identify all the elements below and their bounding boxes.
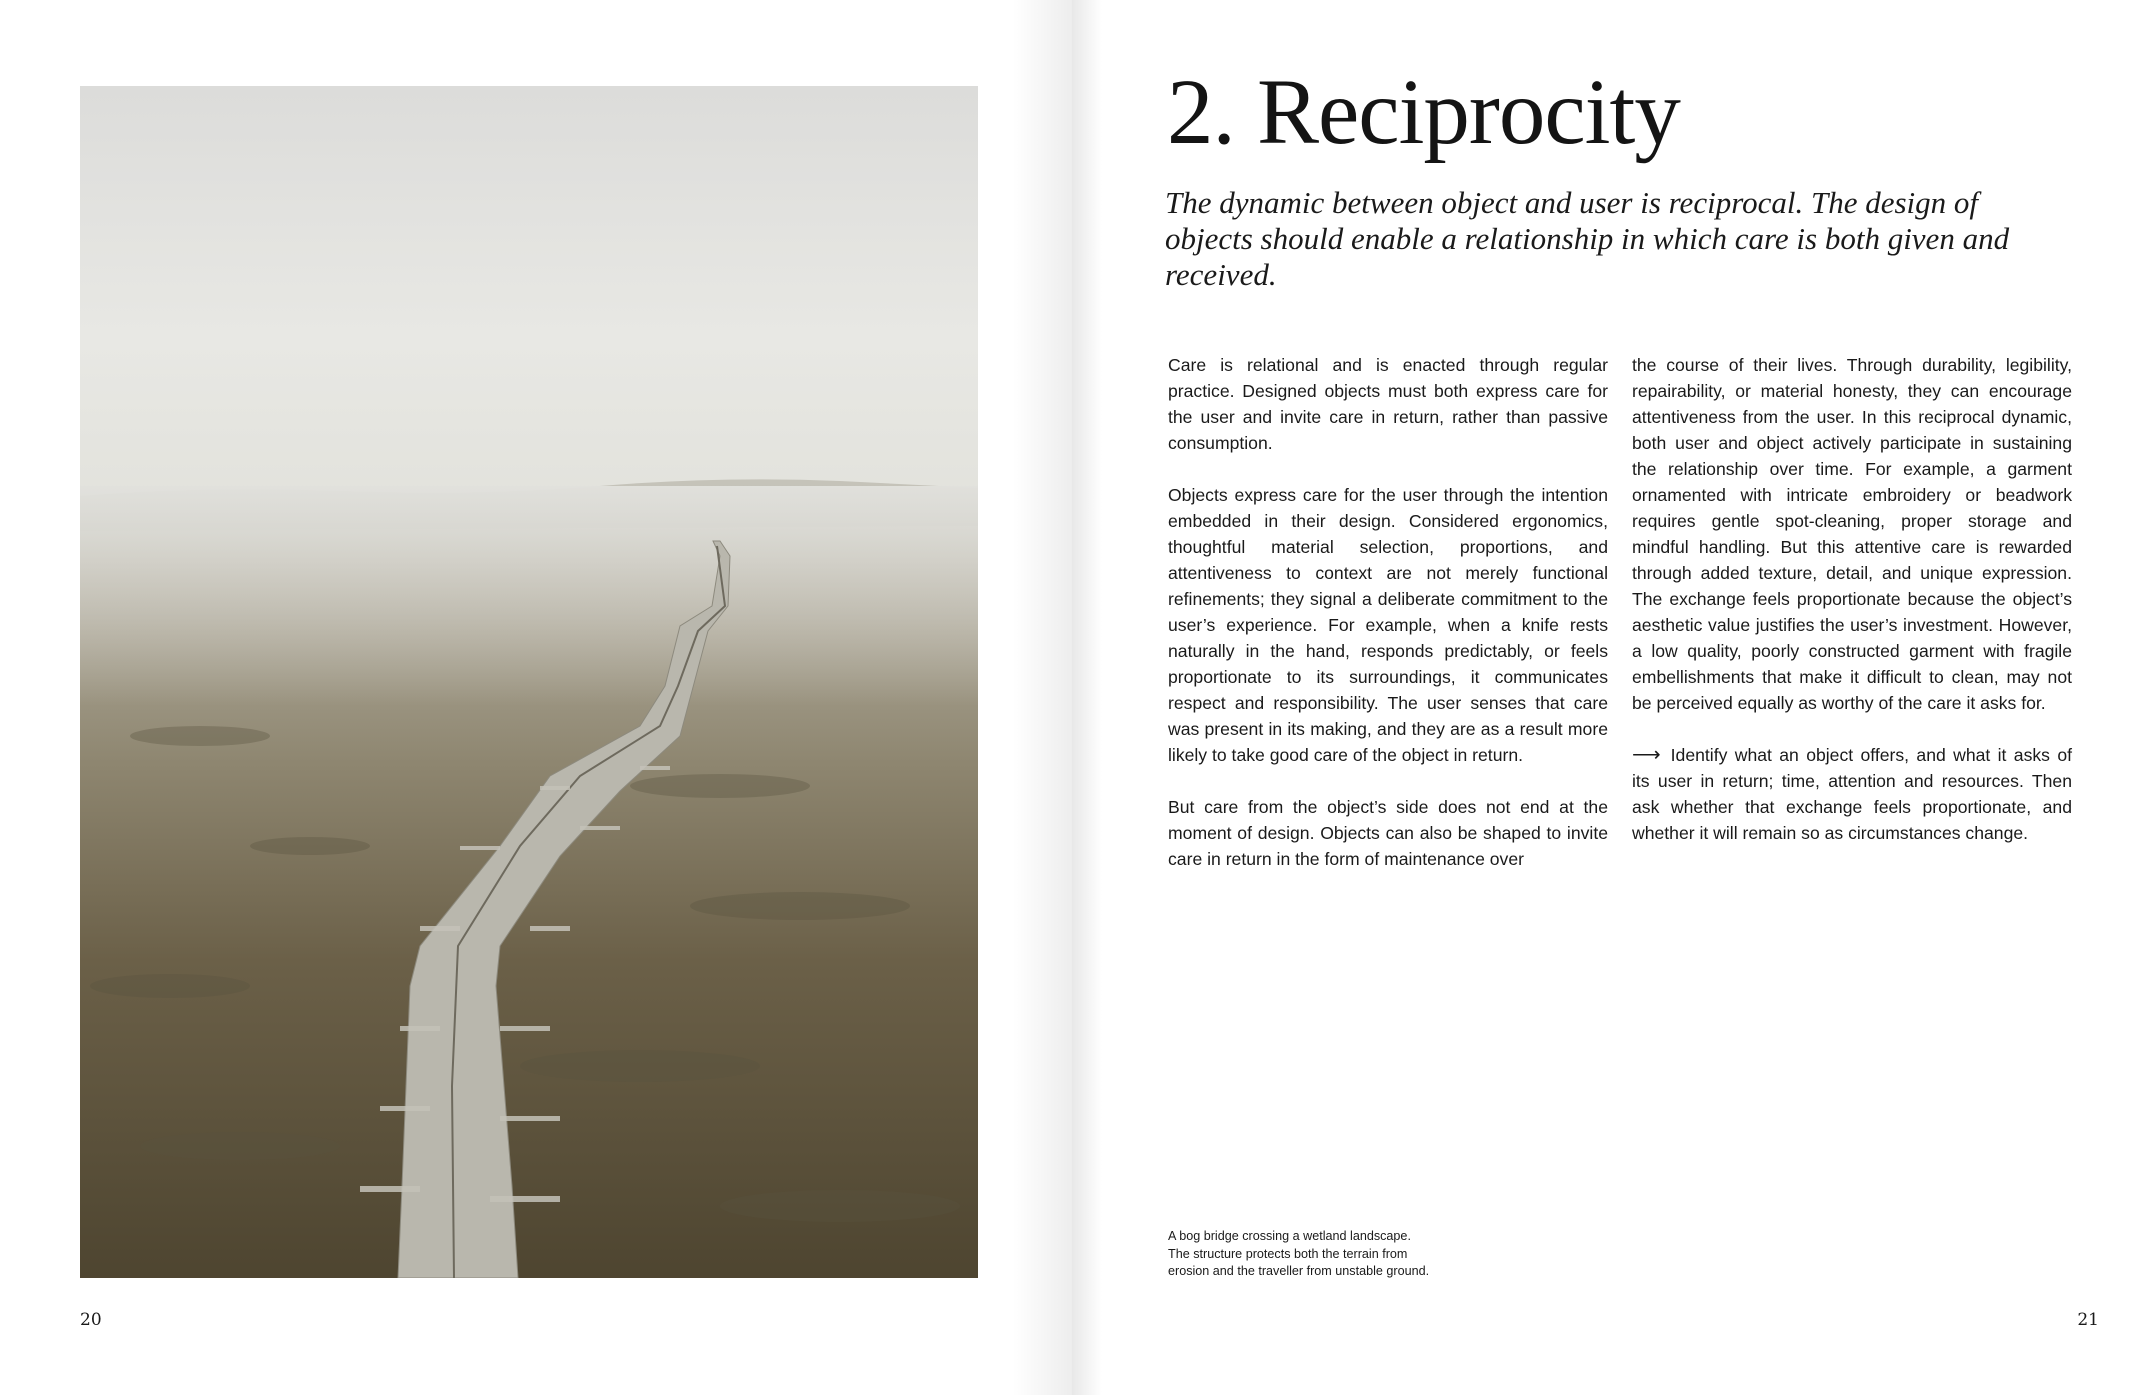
chapter-title: 2. Reciprocity xyxy=(1167,61,1680,164)
takeaway-text: Identify what an object offers, and what it asks of its user in return; time, attention and resources. Then ask whether that exchange feels proportionate, and whether it will remain so as circumstances change. xyxy=(1632,745,2072,843)
body-paragraph: the course of their lives. Through durability, legibility, repairability, or material honesty, they can encourage attentiveness from the user. In this reciprocal dynamic, both user and object actively participate in sustaining the relationship over time. For example, a garment ornamented with intricate embroidery or beadwork requires gentle spot-cleaning, proper storage and mindful handling. But this attentive care is rewarded through added texture, detail, and unique expression. The exchange feels proportionate because the object’s aesthetic value justifies the user’s investment. However, a low quality, poorly constructed garment with fragile embellishments that make it difficult to clean, may not be perceived equally as worthy of the care it asks for. xyxy=(1632,355,2072,713)
page-number-right: 21 xyxy=(2077,1310,2099,1330)
lead-paragraph: The dynamic between object and user is reciprocal. The design of objects should enable a relationship in which care is both given and received. xyxy=(1165,185,2010,292)
arrow-right-icon: ⟶ xyxy=(1632,744,1661,766)
photo-caption xyxy=(1168,1228,1498,1281)
right-page xyxy=(1072,0,2143,1395)
boardwalk-photo xyxy=(80,86,978,1278)
body-paragraph: Objects express care for the user through the intention embedded in their design. Considered ergonomics, thoughtful material selection, proportions, and attentiveness to context are not merely functional refinements; they signal a deliberate commitment to the user’s experience. For example, when a knife rests naturally in the hand, responds predictably, or feels proportionate to its surroundings, it communicates respect and responsibility. The user senses that care was present in its making, and they are as a result more likely to take good care of the object in return. xyxy=(1168,485,1608,765)
body-paragraph: Care is relational and is enacted through regular practice. Designed objects must both express care for the user and invite care in return, rather than passive consumption. xyxy=(1168,355,1608,453)
takeaway-paragraph xyxy=(1632,742,2072,846)
gutter-shadow xyxy=(1072,0,1102,1395)
text-column-1 xyxy=(1168,352,1608,898)
boardwalk-illustration xyxy=(80,86,978,1278)
gutter-shadow xyxy=(1012,0,1072,1395)
caption-line: erosion and the traveller from unstable ground. xyxy=(1168,1264,1430,1278)
page-number-left: 20 xyxy=(80,1310,102,1330)
body-paragraph: But care from the object’s side does not end at the moment of design. Objects can also be shaped to invite care in return in the form of maintenance over xyxy=(1168,797,1608,869)
caption-line: The structure protects both the terrain from xyxy=(1168,1246,1408,1261)
text-column-2 xyxy=(1632,352,2072,872)
caption-line: A bog bridge crossing a wetland landscape. xyxy=(1168,1229,1411,1243)
